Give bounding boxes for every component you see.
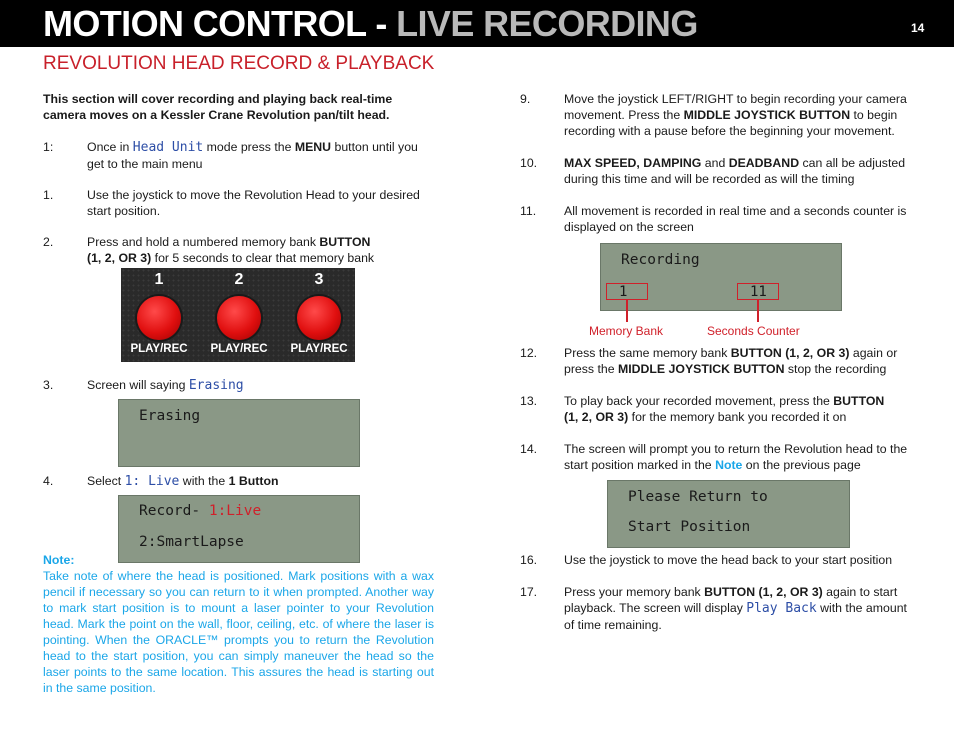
step-text-part: Press your memory bank	[564, 585, 705, 599]
step-text	[564, 155, 914, 187]
step-number: 11.	[520, 204, 537, 218]
lcd-line: Erasing	[139, 408, 201, 424]
button-caption: PLAY/REC	[130, 343, 188, 355]
step-text-part: for the memory bank you recorded it on	[628, 410, 847, 424]
step-text	[87, 473, 437, 490]
lcd-line: Please Return to	[628, 489, 768, 505]
step-text-part: Press and hold a numbered memory bank	[87, 235, 320, 249]
lcd-erasing-screen	[118, 399, 360, 467]
intro-text: This section will cover recording and playing back real-time camera moves on a Kessler Crane Revolution pan/tilt head.	[43, 92, 393, 122]
step-number: 9.	[520, 92, 531, 106]
seconds-counter-box: 11	[737, 283, 779, 300]
step-number: 3.	[43, 378, 54, 392]
caption-connector	[626, 300, 628, 322]
step-text-part: again to start playback. The screen will display	[564, 585, 898, 615]
step-text-part: with the	[179, 474, 229, 488]
memory-button-1	[137, 296, 181, 340]
button-number: 3	[314, 271, 324, 288]
step-text-part: with the amount of time remaining.	[564, 601, 907, 632]
step-text-part: on the previous page	[742, 458, 861, 472]
step-text-part: can all be adjusted during this time and will be recorded as will the timing	[564, 156, 906, 186]
button-number: 2	[234, 271, 244, 288]
step-text-part: Press the same memory bank	[564, 346, 731, 360]
step-text-bold: MENU	[294, 140, 332, 154]
note-text: Take note of where the head is positioned. Mark positions with a wax pencil if necessary so you can return to it when prompted. Another way to mark start position is to mount a laser pointer to your Revolution head. Mark the point on the wall, floor, ceiling, etc. of where the laser is pointing. When the ORACLE™ prompts you to return the Revolution head to the start position, you can simply maneuver the head so the laser points to the same location. This assures the head is starting out in the same position.	[43, 569, 434, 695]
step-text-bold: DEADBAND	[728, 156, 800, 170]
step-number: 13.	[520, 394, 538, 408]
step-number: 14.	[520, 442, 538, 456]
lcd-recording-screen	[600, 243, 842, 311]
step-text-part: Screen will saying	[87, 378, 189, 392]
lcd-inline-text: Head Unit	[132, 140, 204, 155]
lcd-line: 2:SmartLapse	[139, 534, 244, 550]
button-caption: PLAY/REC	[210, 343, 268, 355]
step-text-part: To play back your recorded movement, press the	[564, 394, 834, 408]
memory-button-3	[297, 296, 341, 340]
step-text-bold: MAX SPEED, DAMPING	[564, 156, 702, 170]
step-text: Use the joystick to move the head back to your start position	[564, 553, 893, 567]
step-text-bold: MIDDLE JOYSTICK BUTTON	[683, 108, 851, 122]
step-text: Use the joystick to move the Revolution Head to your desired start position.	[87, 188, 420, 218]
button-caption: PLAY/REC	[290, 343, 348, 355]
step-text-part: Select	[87, 474, 125, 488]
header-bar	[0, 0, 954, 47]
step-text-bold: 1 Button	[228, 474, 279, 488]
title-main: MOTION CONTROL -	[43, 3, 397, 44]
step-text-bold: (1, 2, OR 3)	[564, 410, 629, 424]
step-number: 1.	[43, 188, 54, 202]
step-text-bold: BUTTON	[319, 235, 371, 249]
step-text-part: The screen will prompt you to return the Revolution head to the start position marked in the	[564, 442, 908, 472]
step-text: All movement is recorded in real time and a seconds counter is displayed on the screen	[564, 204, 907, 234]
step-text-part: mode press the	[203, 140, 295, 154]
step-text	[564, 345, 914, 377]
step-text-part: again or press the	[564, 346, 898, 376]
memory-bank-box: 1	[606, 283, 648, 300]
lcd-line: Recording	[621, 252, 700, 268]
lcd-line	[139, 503, 261, 519]
step-text	[87, 139, 437, 172]
caption-connector	[757, 300, 759, 322]
note-label: Note:	[43, 553, 75, 567]
step-text-part: button until you get to the main menu	[87, 140, 418, 171]
step-text-bold: BUTTON	[833, 394, 885, 408]
note-link[interactable]: Note	[715, 458, 743, 472]
title-accent: LIVE RECORDING	[396, 3, 698, 44]
step-text-part: Move the joystick LEFT/RIGHT to begin recording your camera movement. Press the	[564, 92, 907, 122]
step-text	[564, 584, 914, 633]
step-text-bold: MIDDLE JOYSTICK BUTTON	[618, 362, 785, 376]
step-number: 16.	[520, 553, 538, 567]
step-number: 12.	[520, 346, 538, 360]
lcd-line: Start Position	[628, 519, 751, 535]
lcd-inline-text: 1: Live	[124, 474, 180, 489]
step-text	[87, 377, 437, 394]
step-text	[87, 234, 437, 266]
step-number: 2.	[43, 235, 54, 249]
lcd-record-screen	[118, 495, 360, 563]
step-text	[564, 91, 914, 139]
step-number: 1:	[43, 140, 54, 154]
step-text-part: for 5 seconds to clear that memory bank	[151, 251, 375, 265]
memory-buttons-photo	[121, 268, 355, 362]
step-number: 4.	[43, 474, 54, 488]
step-text	[564, 441, 914, 473]
step-text-part: and	[701, 156, 729, 170]
step-text-part: Once in	[87, 140, 133, 154]
lcd-highlight-text: 1:Live	[208, 503, 262, 519]
step-text-bold: BUTTON (1, 2, OR 3)	[704, 585, 823, 599]
lcd-text: Record-	[139, 503, 209, 519]
memory-bank-caption: Memory Bank	[589, 324, 664, 338]
step-text-bold: BUTTON (1, 2, OR 3)	[730, 346, 850, 360]
step-number: 10.	[520, 156, 538, 170]
section-title: REVOLUTION HEAD RECORD & PLAYBACK	[43, 53, 435, 74]
step-text-bold: (1, 2, OR 3)	[87, 251, 152, 265]
step-text-part: stop the recording	[784, 362, 887, 376]
lcd-return-screen	[607, 480, 850, 548]
lcd-inline-text: Erasing	[188, 378, 244, 393]
step-text-part: to begin recording with a pause before the beginning your movement.	[564, 108, 898, 138]
step-number: 17.	[520, 585, 538, 599]
page-title	[43, 2, 698, 46]
page-number: 14	[911, 21, 925, 35]
step-text	[564, 393, 914, 425]
seconds-counter-caption: Seconds Counter	[707, 324, 800, 338]
lcd-inline-text: Play Back	[746, 601, 817, 616]
button-number: 1	[154, 271, 164, 288]
memory-button-2	[217, 296, 261, 340]
